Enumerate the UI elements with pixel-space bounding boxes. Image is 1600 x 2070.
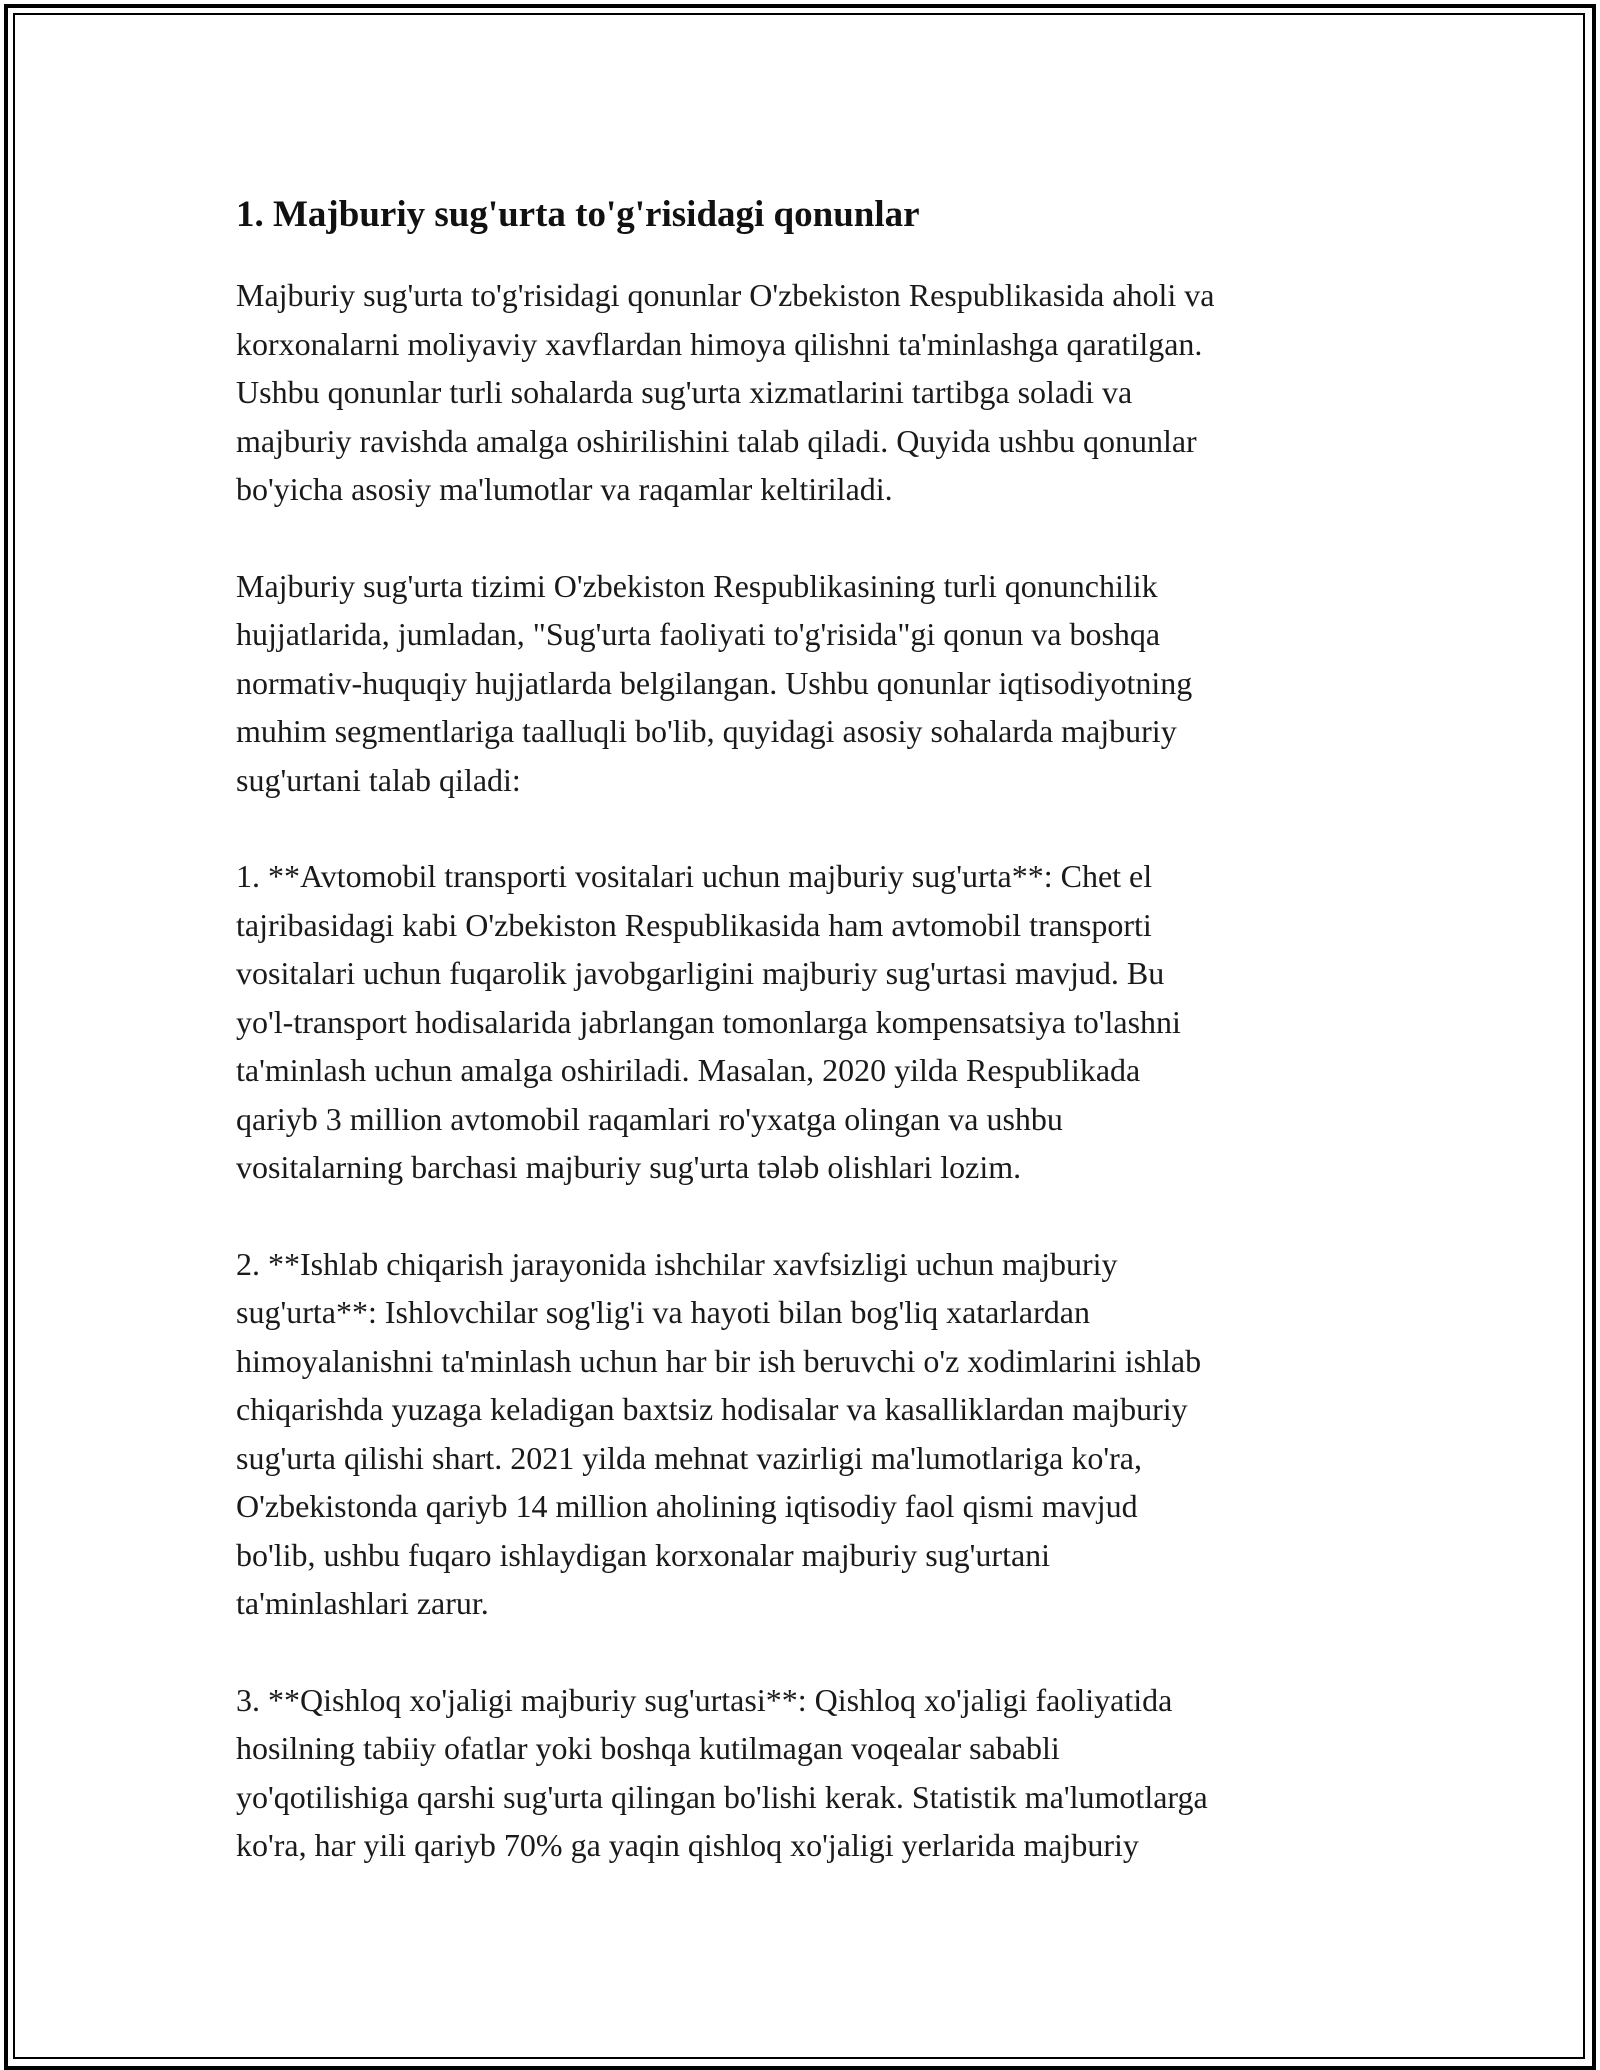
paragraph-item-agriculture-insurance: 3. **Qishloq xo'jaligi majburiy sug'urtasi**: Qishloq xo'jaligi faoliyatida hosilning tabiiy ofatlar yoki boshqa kutilmagan voqealar sababli yo'qotilishiga qarshi sug'urta qilingan bo'lishi kerak. Statistik ma'lumotlarga ko'ra, har yili qariyb 70% ga yaqin qishloq xo'jaligi yerlarida majburiy <box>236 1681 1208 1863</box>
section-heading: 1. Majburiy sug'urta to'g'risidagi qonunlar <box>236 194 920 235</box>
paragraph-item-vehicle-insurance: 1. **Avtomobil transporti vositalari uchun majburiy sug'urta**: Chet el tajribasidagi kabi O'zbekiston Respublikasida ham avtomobil transporti vositalari uchun fuqarolik javobgarligini majburiy sug'urtasi mavjud. Bu yo'l-transport hodisalarida jabrlangan tomonlarga kompensatsiya to'lashni ta'minlash uchun amalga oshiriladi. Masalan, 2020 yilda Respublikada qariyb 3 million avtomobil raqamlari ro'yxatga olingan va ushbu vositalarning barchasi majburiy sug'urta tələb olishlari lozim. <box>236 858 1181 1185</box>
paragraph-intro: Majburiy sug'urta to'g'risidagi qonunlar O'zbekiston Respublikasida aholi va korxonalarni moliyaviy xavflardan himoya qilishni ta'minlashga qaratilgan. Ushbu qonunlar turli sohalarda sug'urta xizmatlarini tartibga soladi va majburiy ravishda amalga oshirilishini talab qiladi. Quyida ushbu qonunlar bo'yicha asosiy ma'lumotlar va raqamlar keltiriladi. <box>236 277 1215 507</box>
document-page <box>236 187 1396 1918</box>
paragraph-item-worker-insurance: 2. **Ishlab chiqarish jarayonida ishchilar xavfsizligi uchun majburiy sug'urta**: Ishlovchilar sog'lig'i va hayoti bilan bog'liq xatarlardan himoyalanishni ta'minlash uchun har bir ish beruvchi o'z xodimlarini ishlab chiqarishda yuzaga keladigan baxtsiz hodisalar va kasalliklardan majburiy sug'urta qilishi shart. 2021 yilda mehnat vazirligi ma'lumotlariga ko'ra, O'zbekistonda qariyb 14 million aholining iqtisodiy faol qismi mavjud bo'lib, ushbu fuqaro ishlaydigan korxonalar majburiy sug'urtani ta'minlashlari zarur. <box>236 1245 1202 1621</box>
paragraph-legal-basis: Majburiy sug'urta tizimi O'zbekiston Respublikasining turli qonunchilik hujjatlarida, jumladan, "Sug'urta faoliyati to'g'risida"gi qonun va boshqa normativ-huquqiy hujjatlarda belgilangan. Ushbu qonunlar iqtisodiyotning muhim segmentlariga taalluqli bo'lib, quyidagi asosiy sohalarda majburiy sug'urtani talab qiladi: <box>236 567 1193 798</box>
